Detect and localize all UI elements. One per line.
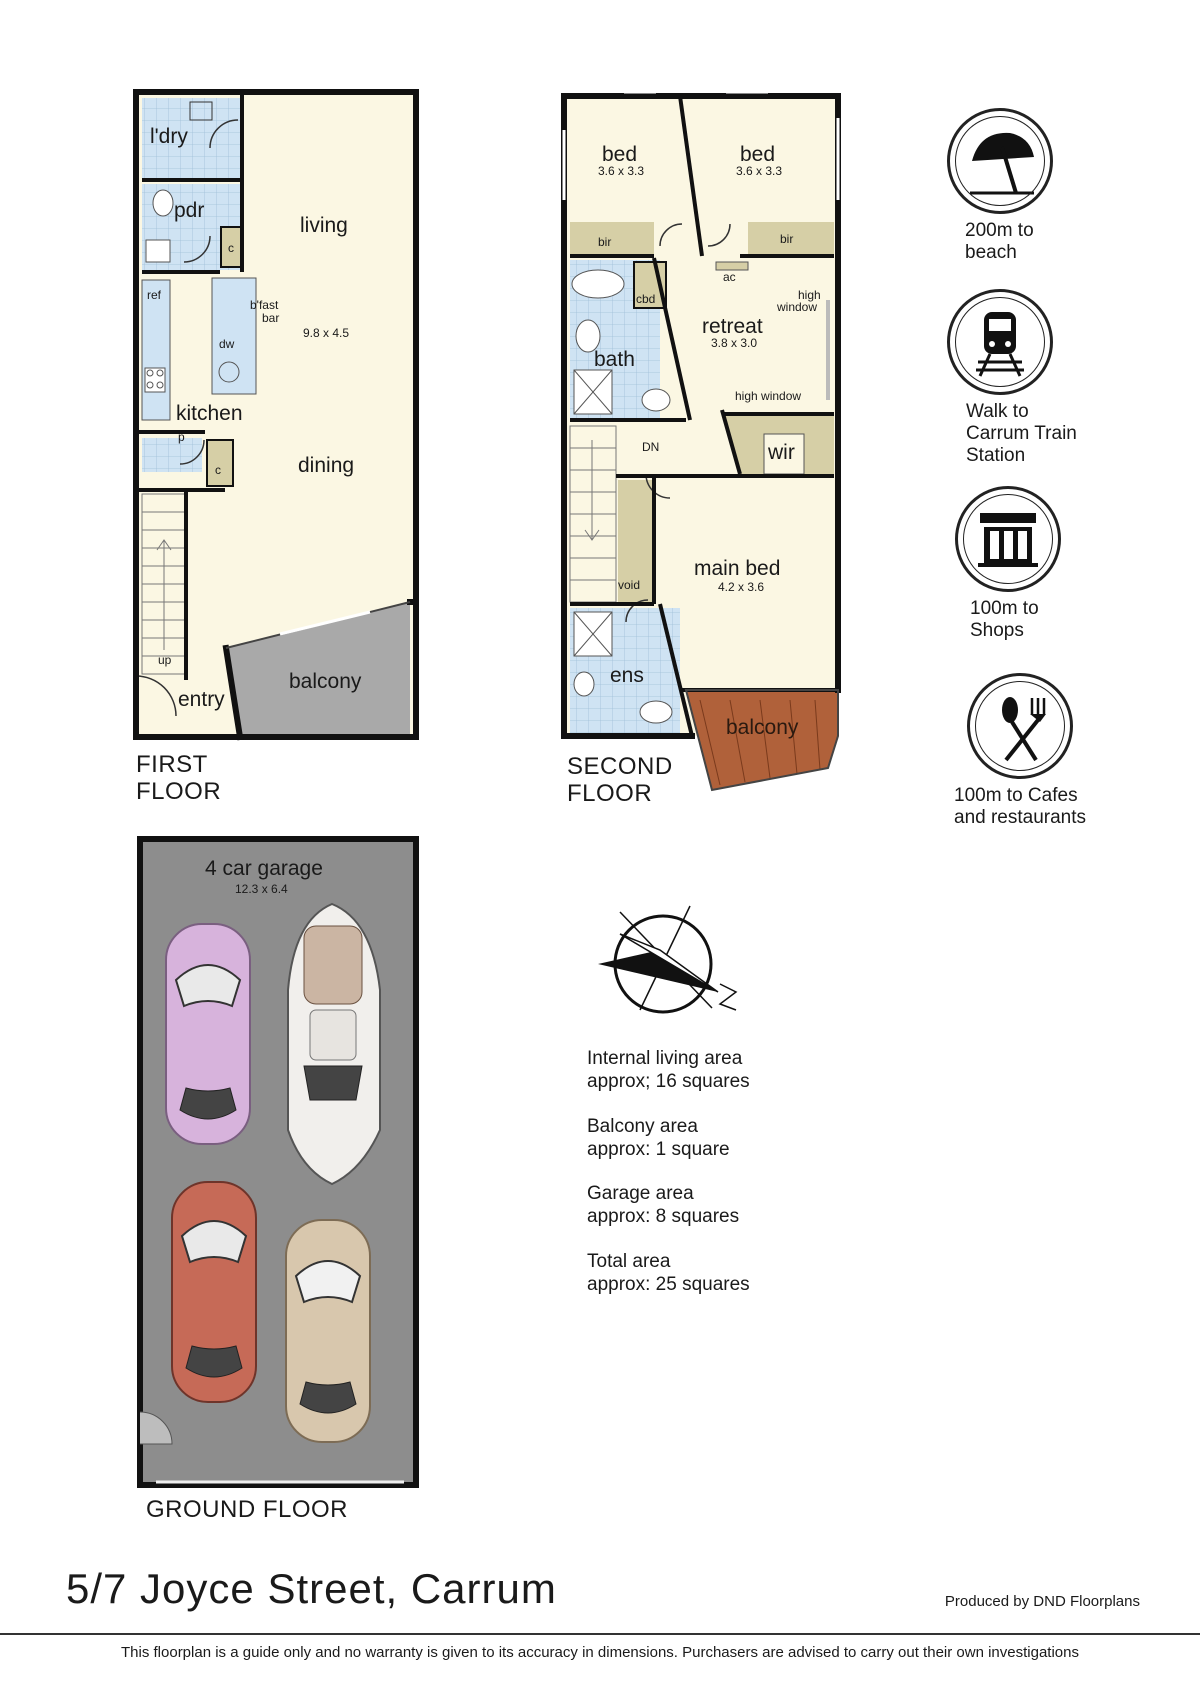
bfast-label: b'fast	[250, 298, 279, 312]
car-beige	[286, 1220, 370, 1442]
second-floor-title: SECOND FLOOR	[567, 753, 673, 807]
property-address: 5/7 Joyce Street, Carrum	[66, 1565, 557, 1612]
robe-label-2: bir	[780, 232, 794, 246]
ground-floor-plan	[140, 839, 416, 1485]
main-bed-label: main bed	[694, 557, 781, 580]
cupboard-label-2: c	[215, 463, 221, 477]
high-window-label-1b: window	[777, 300, 818, 314]
amenity-shops	[908, 486, 1108, 642]
garage-label: 4 car garage	[205, 857, 323, 880]
high-window-label-1a: high	[798, 288, 821, 302]
retreat-label: retreat	[702, 315, 763, 338]
stairs-down-label: DN	[642, 440, 660, 454]
train-icon	[947, 289, 1053, 395]
amenity-shops-text: 100m to Shops	[970, 598, 1039, 641]
void-label: void	[618, 578, 641, 592]
footer-divider	[0, 1633, 1200, 1635]
amenity-train	[900, 289, 1100, 467]
living-dimensions: 9.8 x 4.5	[303, 326, 350, 340]
amenity-beach-text: 200m to beach	[965, 220, 1034, 263]
bar-label: bar	[262, 311, 280, 325]
fork-spoon-icon	[967, 673, 1073, 779]
amenity-train-text: Walk to Carrum Train Station	[966, 401, 1077, 466]
disclaimer-text: This floorplan is a guide only and no warranty is given to its accuracy in dimensions. Purchasers are advised to carry out their own investigations	[121, 1644, 1079, 1661]
garage-dimensions: 12.3 x 6.4	[235, 882, 288, 896]
living-label: living	[300, 214, 348, 237]
main-bed-dimensions: 4.2 x 3.6	[718, 580, 765, 594]
amenity-cafes-text: 100m to Cafes and restaurants	[954, 785, 1087, 828]
ground-floor-title: GROUND FLOOR	[146, 1496, 349, 1523]
bed-2-label: bed	[740, 143, 776, 166]
powder-room-label: pdr	[174, 199, 205, 222]
robe-label-1: bir	[598, 235, 612, 249]
high-window-label-2: high window	[735, 389, 802, 403]
cupboard-label-1: c	[228, 241, 234, 255]
retreat-dimensions: 3.8 x 3.0	[711, 336, 758, 350]
second-floor-plan	[564, 92, 838, 790]
pantry-label: p	[178, 430, 185, 444]
stairs-up-label: up	[158, 653, 172, 667]
beach-umbrella-icon	[947, 108, 1053, 214]
entry-label: entry	[178, 688, 225, 711]
bed-1-label: bed	[602, 143, 638, 166]
car-lilac	[166, 924, 250, 1144]
north-arrow	[598, 906, 736, 1012]
producer-credit: Produced by DND Floorplans	[944, 1593, 1140, 1610]
amenity-cafes	[910, 673, 1130, 829]
ensuite-label: ens	[610, 664, 644, 687]
cbd-label: cbd	[636, 292, 656, 306]
first-floor-title: FIRST FLOOR	[136, 751, 222, 805]
ref-label: ref	[147, 288, 162, 302]
store-icon	[955, 486, 1061, 592]
dining-label: dining	[298, 454, 355, 477]
wir-label: wir	[768, 441, 795, 464]
second-balcony-label: balcony	[726, 716, 799, 739]
first-balcony-label: balcony	[289, 670, 362, 693]
area-internal: Internal living area approx; 16 squares	[587, 1048, 750, 1092]
ac-label: ac	[723, 270, 736, 284]
bed-1-dimensions: 3.6 x 3.3	[598, 164, 645, 178]
area-balcony: Balcony area approx: 1 square	[587, 1116, 730, 1160]
dishwasher-label: dw	[219, 337, 235, 351]
boat	[288, 904, 380, 1184]
amenity-beach	[900, 108, 1100, 264]
breakfast-bar	[212, 278, 256, 394]
area-total: Total area approx: 25 squares	[587, 1251, 750, 1295]
laundry-label: l'dry	[150, 125, 188, 148]
bed-2-dimensions: 3.6 x 3.3	[736, 164, 783, 178]
car-red	[172, 1182, 256, 1402]
area-garage: Garage area approx: 8 squares	[587, 1183, 740, 1227]
bath-label: bath	[594, 348, 635, 371]
kitchen-label: kitchen	[176, 402, 243, 425]
